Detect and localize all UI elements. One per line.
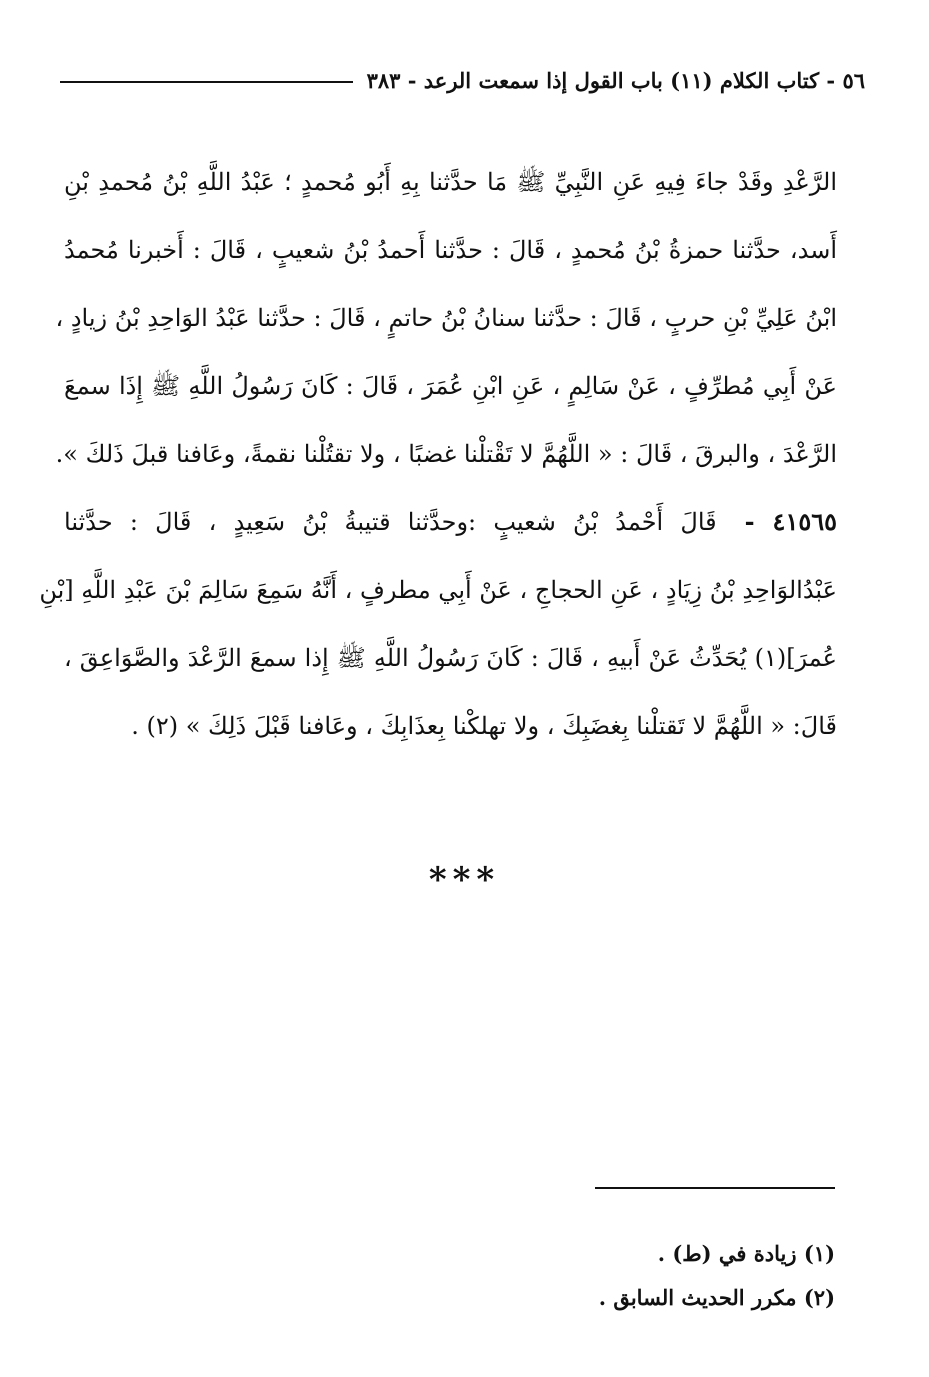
text-line: الرَّعْدِ وقَدْ جاءَ فِيهِ عَنِ النَّبِيِّ ﷺ مَا حدَّثنا بِهِ أَبُو مُحمدٍ ؛ عَبْدُ اللَّهِ بْنُ مُحمدِ بْنِ [64, 168, 837, 196]
text-line [64, 488, 837, 556]
text-line: عَنْ أَبِي مُطرِّفٍ ، عَنْ سَالِمٍ ، عَنِ ابْنِ عُمَرَ ، قَالَ : كَانَ رَسُولُ اللَّهِ ﷺ إِذَا سمعَ [64, 372, 837, 400]
hadith-number: ٤١٥٦٥ - [744, 507, 837, 536]
text-line: أَسد، حدَّثنا حمزةُ بْنُ مُحمدٍ ، قَالَ : حدَّثنا أَحمدُ بْنُ شعيبٍ ، قَالَ : أَخبرنا مُحمدُ [64, 236, 837, 264]
running-header [60, 62, 865, 98]
text-line: عُمرَ](١) يُحَدِّثُ عَنْ أَبيهِ ، قَالَ : كَانَ رَسُولُ اللَّهِ ﷺ إِذا سمعَ الرَّعْدَ والصَّوَاعِقَ ، [64, 644, 837, 672]
paragraph-1 [55, 148, 837, 488]
footnote-1: (١) زيادة في (ط) . [657, 1241, 835, 1266]
footnote-2: (٢) مكرر الحديث السابق . [598, 1285, 835, 1310]
text-line: ابْنُ عَلِيِّ بْنِ حربٍ ، قَالَ : حدَّثنا سنانُ بْنُ حاتمٍ ، قَالَ : حدَّثنا عَبْدُ الوَاحِدِ بْنُ زيادٍ ، [55, 304, 837, 332]
section-separator: *** [428, 860, 501, 900]
text-line: قَالَ: « اللَّهُمَّ لا تَقتلْنا بِغضَبِكَ ، ولا تهلكْنا بِعذَابِكَ ، وعَافنا قَبْلَ ذَلِكَ » (٢) . [131, 712, 837, 740]
text-line: الرَّعْدَ ، والبرقَ ، قَالَ : « اللَّهُمَّ لا تَقْتلْنا غضبًا ، ولا تقتُلْنا نقمةً، وعَافنا قبلَ ذَلكَ ». [55, 440, 837, 468]
footnotes [599, 1232, 835, 1320]
running-header-title: ٥٦ - كتاب الكلام (١١) باب القول إذا سمعت الرعد - ٣٨٣ [366, 67, 865, 93]
header-rule [60, 81, 353, 83]
footnote-rule [595, 1187, 835, 1189]
text-line: عَبْدُالوَاحِدِ بْنُ زِيَادٍ ، عَنِ الحجاجِ ، عَنْ أَبِي مطرفٍ ، أَنَّهُ سَمِعَ سَالِمَ بْنَ عَبْدِ اللَّهِ [بْنِ [39, 576, 837, 604]
main-text [39, 148, 837, 760]
text-line-content: قَالَ أَحْمدُ بْنُ شعيبٍ :وحدَّثنا قتيبةُ بْنُ سَعِيدٍ ، قَالَ : حدَّثنا [64, 508, 717, 536]
paragraph-hadith-41565 [39, 488, 837, 760]
